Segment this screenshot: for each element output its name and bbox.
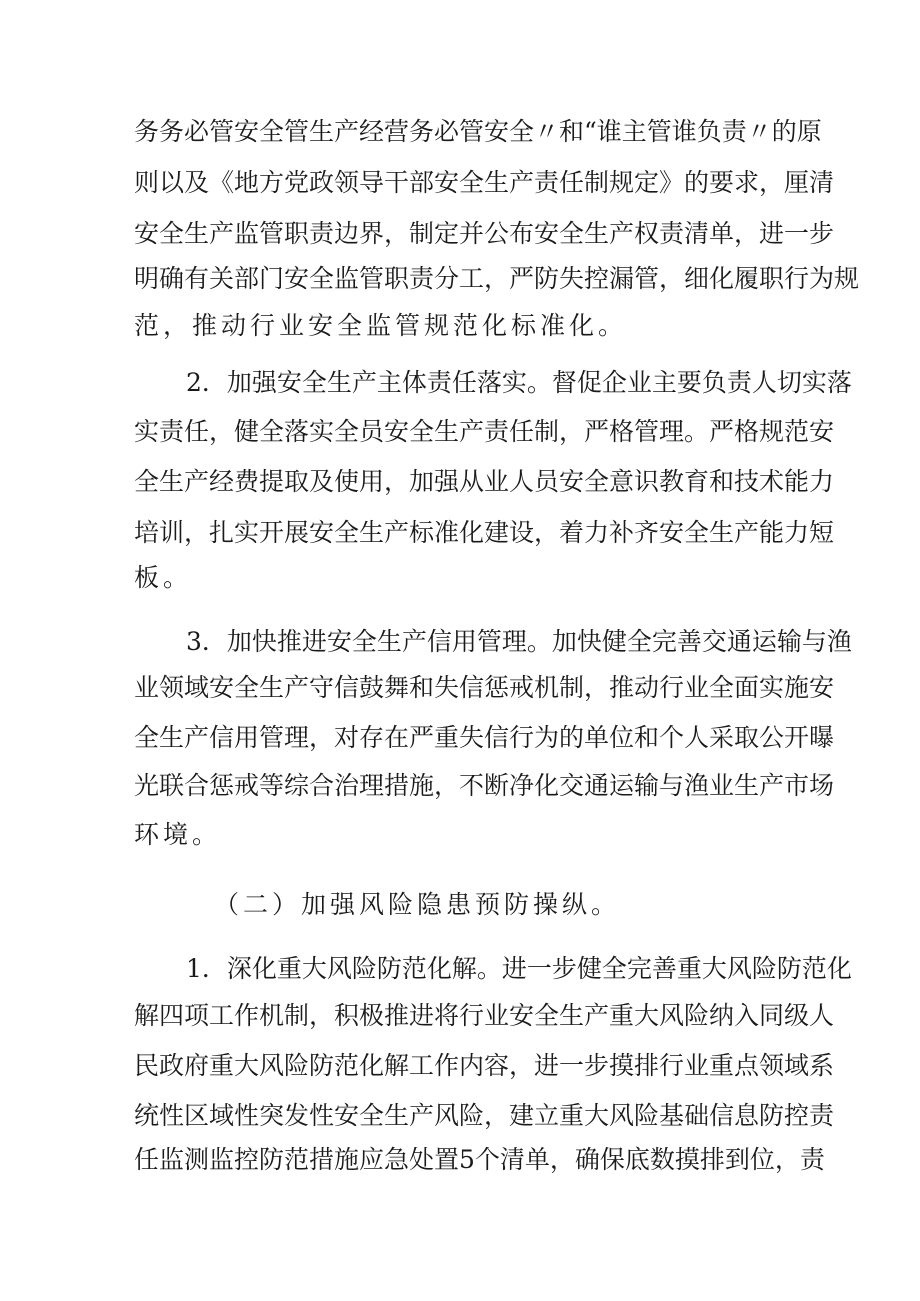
paragraph-line: 明确有关部门安全监管职责分工，严防失控漏管，细化履职行为规 bbox=[134, 264, 860, 293]
paragraph-line: 则以及《地方党政领导干部安全生产责任制规定》的要求，厘清 bbox=[134, 168, 835, 197]
section-heading: （二）加强风险隐患预防操纵。 bbox=[214, 890, 621, 919]
paragraph-line: 解四项工作机制，积极推进将行业安全生产重大风险纳入同级人 bbox=[134, 1001, 835, 1030]
paragraph-line: 任监测监控防范措施应急处置5个清单，确保底数摸排到位，责 bbox=[134, 1145, 825, 1174]
paragraph-line: 1．深化重大风险防范化解。进一步健全完善重大风险防范化 bbox=[186, 954, 852, 983]
paragraph-line: 3．加快推进安全生产信用管理。加快健全完善交通运输与渔 bbox=[186, 627, 852, 656]
paragraph-line: 全生产信用管理，对存在严重失信行为的单位和个人采取公开曝 bbox=[134, 723, 835, 752]
paragraph-line: 民政府重大风险防范化解工作内容，进一步摸排行业重点领域系 bbox=[134, 1051, 835, 1080]
paragraph-line: 实责任，健全落实全员安全生产责任制，严格管理。严格规范安 bbox=[134, 417, 835, 446]
paragraph-line: 光联合惩戒等综合治理措施，不断净化交通运输与渔业生产市场 bbox=[134, 771, 835, 800]
paragraph-line: 培训，扎实开展安全生产标准化建设，着力补齐安全生产能力短 bbox=[134, 518, 835, 547]
paragraph-line: 安全生产监管职责边界，制定并公布安全生产权责清单，进一步 bbox=[134, 219, 835, 248]
paragraph-line: 业领域安全生产守信鼓舞和失信惩戒机制，推动行业全面实施安 bbox=[134, 673, 835, 702]
paragraph-line: 环境。 bbox=[134, 820, 222, 849]
paragraph-line: 板。 bbox=[134, 563, 193, 592]
paragraph-line: 2．加强安全生产主体责任落实。督促企业主要负责人切实落 bbox=[186, 368, 852, 397]
paragraph-line: 范，推动行业安全监管规范化标准化。 bbox=[134, 311, 628, 340]
paragraph-line: 统性区域性突发性安全生产风险，建立重大风险基础信息防控责 bbox=[134, 1101, 835, 1130]
paragraph-line: 全生产经费提取及使用，加强从业人员安全意识教育和技术能力 bbox=[134, 467, 835, 496]
paragraph-line: 务务必管安全管生产经营务必管安全〃和“谁主管谁负责〃的原 bbox=[134, 117, 822, 146]
